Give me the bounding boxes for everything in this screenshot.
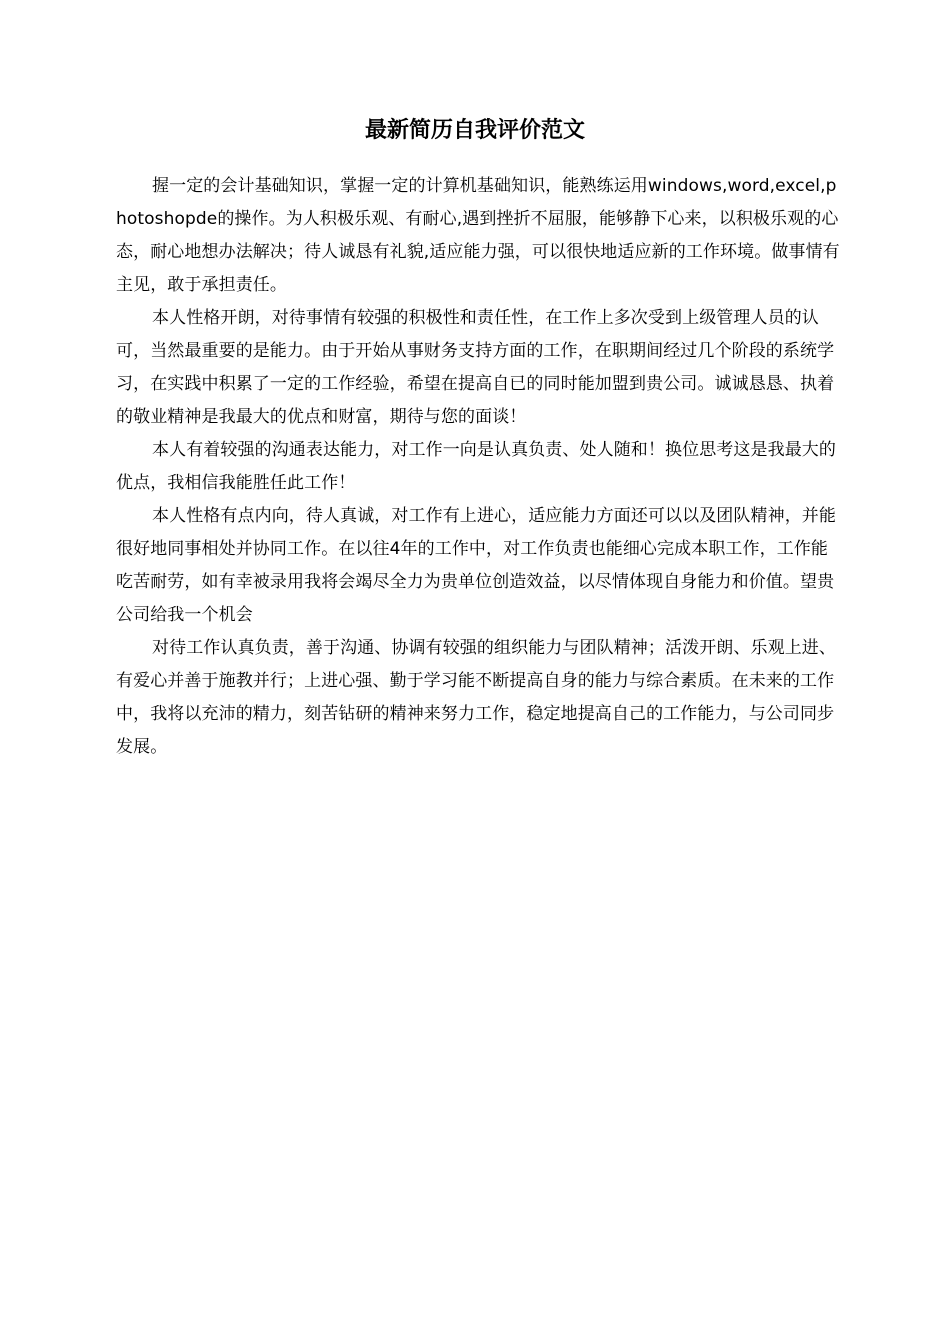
document-title: 最新简历自我评价范文 <box>364 118 585 143</box>
paragraph-5: 对待工作认真负责，善于沟通、协调有较强的组织能力与团队精神；活泼开朗、乐观上进、有爱心并善于施教并行；上进心强、勤于学习能不断提高自身的能力与综合素质。在未来的工作中，我将以充沛的精力，刻苦钻研的精神来努力工作，稳定地提高自己的工作能力，与公司同步发展。 <box>116 638 836 757</box>
document-body <box>116 170 841 764</box>
paragraph-2: 本人性格开朗，对待事情有较强的积极性和责任性，在工作上多次受到上级管理人员的认可，当然最重要的是能力。由于开始从事财务支持方面的工作，在职期间经过几个阶段的系统学习，在实践中积累了一定的工作经验，希望在提高自已的同时能加盟到贵公司。诚诚恳恳、执着的敬业精神是我最大的优点和财富，期待与您的面谈！ <box>116 308 835 427</box>
paragraph-3: 本人有着较强的沟通表达能力，对工作一向是认真负责、处人随和！换位思考这是我最大的优点，我相信我能胜任此工作！ <box>116 440 836 493</box>
paragraph-1: 握一定的会计基础知识，掌握一定的计算机基础知识，能熟练运用windows,word,excel,photoshopde的操作。为人积极乐观、有耐心,遇到挫折不屈服，能够静下心来，以积极乐观的心态，耐心地想办法解决；待人诚恳有礼貌,适应能力强，可以很快地适应新的工作环境。做事情有主见，敢于承担责任。 <box>116 176 840 295</box>
paragraph-4: 本人性格有点内向，待人真诚，对工作有上进心，适应能力方面还可以以及团队精神，并能很好地同事相处并协同工作。在以往4年的工作中，对工作负责也能细心完成本职工作，工作能吃苦耐劳，如有幸被录用我将会竭尽全力为贵单位创造效益，以尽情体现自身能力和价值。望贵公司给我一个机会 <box>116 506 836 625</box>
